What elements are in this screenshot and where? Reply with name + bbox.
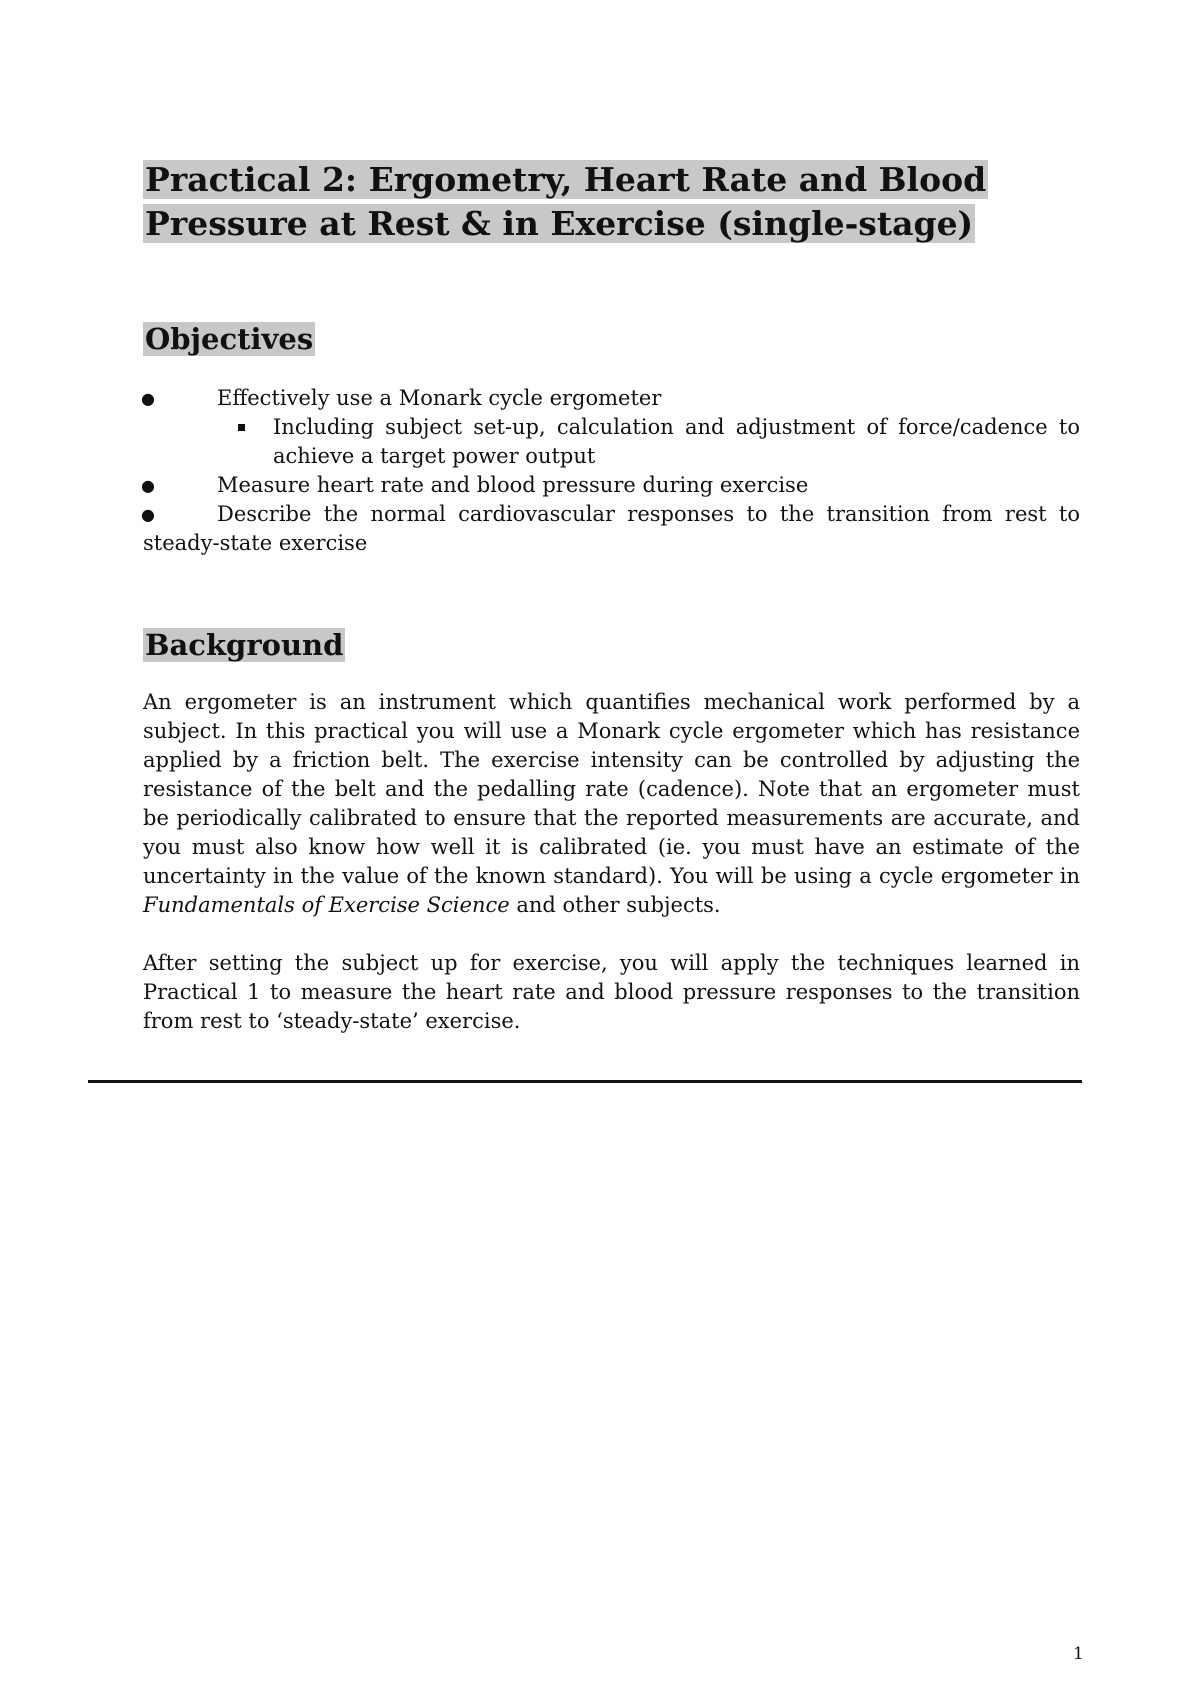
background-heading: Background (145, 628, 344, 662)
background-paragraph-2: After setting the subject up for exercise, you will apply the techniques learned in Practical 1 to measure the heart rate and blood pressure responses to the transition from rest to ‘steady-state’ exercise. (143, 951, 1080, 1033)
bullet-icon: ● (141, 476, 155, 495)
page-number: 1 (1073, 1644, 1084, 1664)
objective-sub-item: Including subject set-up, calculation and adjustment of force/cadence to achieve a target power output (143, 413, 1080, 471)
bullet-icon: ● (141, 505, 155, 524)
background-paragraph-1: An ergometer is an instrument which quantifies mechanical work performed by a subject. In this practical you will use a Monark cycle ergometer which has resistance applied by a friction belt. The exercise intensity can be controlled by adjusting the resistance of the belt and the pedalling rate (cadence). Note that an ergometer must be periodically calibrated to ensure that the reported measurements are accurate, and you must also know how well it is calibrated (ie. you must have an estimate of the uncertainty in the value of the known standard). You will be using a cycle ergometer in Fundamentals of Exercise Science and other subjects. (143, 690, 1080, 917)
page-content (143, 158, 1080, 1036)
objectives-list (143, 384, 1080, 558)
course-name: Fundamentals of Exercise Science (143, 893, 510, 917)
objectives-heading: Objectives (145, 322, 314, 356)
objective-item-1: ● Effectively use a Monark cycle ergometer (143, 384, 1080, 413)
square-bullet-icon (238, 424, 245, 431)
horizontal-rule (88, 1080, 1082, 1083)
objective-item-2: ● Measure heart rate and blood pressure during exercise (143, 471, 1080, 500)
objective-item-3: ● Describe the normal cardiovascular responses to the transition from rest to steady-state exercise (141, 502, 1080, 555)
document-title: Practical 2: Ergometry, Heart Rate and Blood Pressure at Rest & in Exercise (single-stage) (145, 160, 987, 243)
bullet-icon: ● (141, 389, 155, 408)
